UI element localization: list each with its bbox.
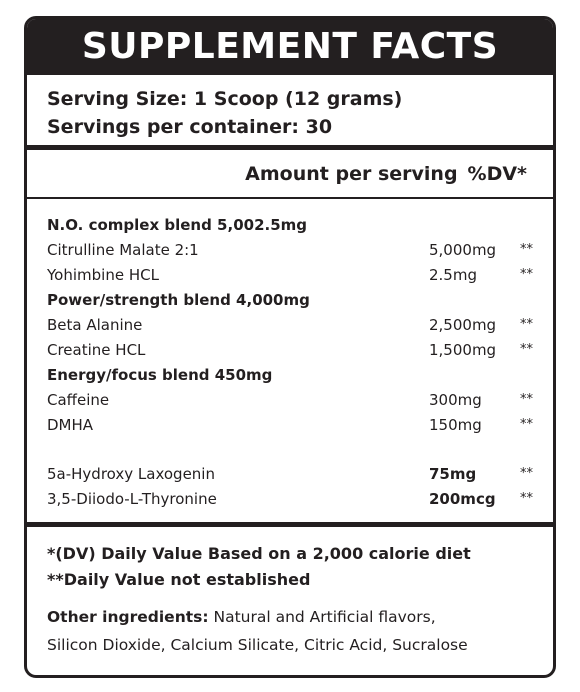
ingredient-name: Caffeine (47, 391, 110, 409)
ingredient-row (47, 338, 537, 363)
ingredient-name: Beta Alanine (47, 316, 143, 334)
supplement-facts-panel (24, 16, 556, 678)
amount-per-serving-header: Amount per serving (245, 163, 458, 185)
footnotes (47, 541, 471, 593)
ingredient-row (47, 388, 537, 413)
ingredient-name: 3,5-Diiodo-L-Thyronine (47, 490, 217, 508)
blend-header (47, 288, 537, 313)
ingredient-list (47, 213, 537, 512)
thick-divider-top (27, 145, 553, 150)
blend-title: Energy/focus blend 450mg (47, 366, 273, 384)
ingredient-amount: 1,500mg (429, 341, 497, 359)
ingredient-amount: 2,500mg (429, 316, 497, 334)
thin-divider (27, 197, 553, 199)
other-ingredients-line2: Silicon Dioxide, Calcium Silicate, Citric Acid, Sucralose (47, 636, 468, 654)
ingredient-amount: 150mg (429, 416, 482, 434)
ingredient-name: DMHA (47, 416, 94, 434)
ingredient-row (47, 487, 537, 512)
ingredient-amount: 2.5mg (429, 266, 477, 284)
other-ingredients (47, 603, 547, 659)
ingredient-dv: ** (520, 317, 533, 332)
ingredient-amount: 5,000mg (429, 241, 497, 259)
ingredient-dv: ** (520, 242, 533, 257)
ingredient-row (47, 238, 537, 263)
ingredient-amount: 75mg (429, 465, 477, 483)
other-ingredients-label: Other ingredients: (47, 608, 209, 626)
blend-title: N.O. complex blend 5,002.5mg (47, 216, 308, 234)
ingredient-name: Creatine HCL (47, 341, 146, 359)
panel-title: SUPPLEMENT FACTS (27, 19, 553, 75)
ingredient-dv: ** (520, 342, 533, 357)
ingredient-row (47, 413, 537, 438)
ingredient-dv: ** (520, 417, 533, 432)
blend-title: Power/strength blend 4,000mg (47, 291, 310, 309)
ingredient-row (47, 462, 537, 487)
ingredient-dv: ** (520, 466, 533, 481)
ingredient-row (47, 263, 537, 288)
ingredient-dv: ** (520, 267, 533, 282)
other-ingredients-line1: Natural and Artificial flavors, (208, 608, 436, 626)
serving-size: Serving Size: 1 Scoop (12 grams) (47, 88, 403, 110)
column-headers (245, 161, 527, 187)
serving-info (47, 85, 402, 141)
not-established-footnote: **Daily Value not established (47, 570, 311, 589)
ingredient-name: 5a-Hydroxy Laxogenin (47, 465, 215, 483)
ingredient-dv: ** (520, 392, 533, 407)
servings-per-container: Servings per container: 30 (47, 116, 333, 138)
blend-header (47, 363, 537, 388)
dv-footnote: *(DV) Daily Value Based on a 2,000 calorie diet (47, 544, 471, 563)
ingredient-amount: 300mg (429, 391, 482, 409)
ingredient-name: Yohimbine HCL (47, 266, 159, 284)
blend-header (47, 213, 537, 238)
ingredient-amount: 200mcg (429, 490, 496, 508)
ingredient-name: Citrulline Malate 2:1 (47, 241, 199, 259)
ingredient-dv: ** (520, 491, 533, 506)
thick-divider-bottom (27, 522, 553, 527)
ingredient-row (47, 313, 537, 338)
dv-header: %DV* (467, 163, 527, 185)
